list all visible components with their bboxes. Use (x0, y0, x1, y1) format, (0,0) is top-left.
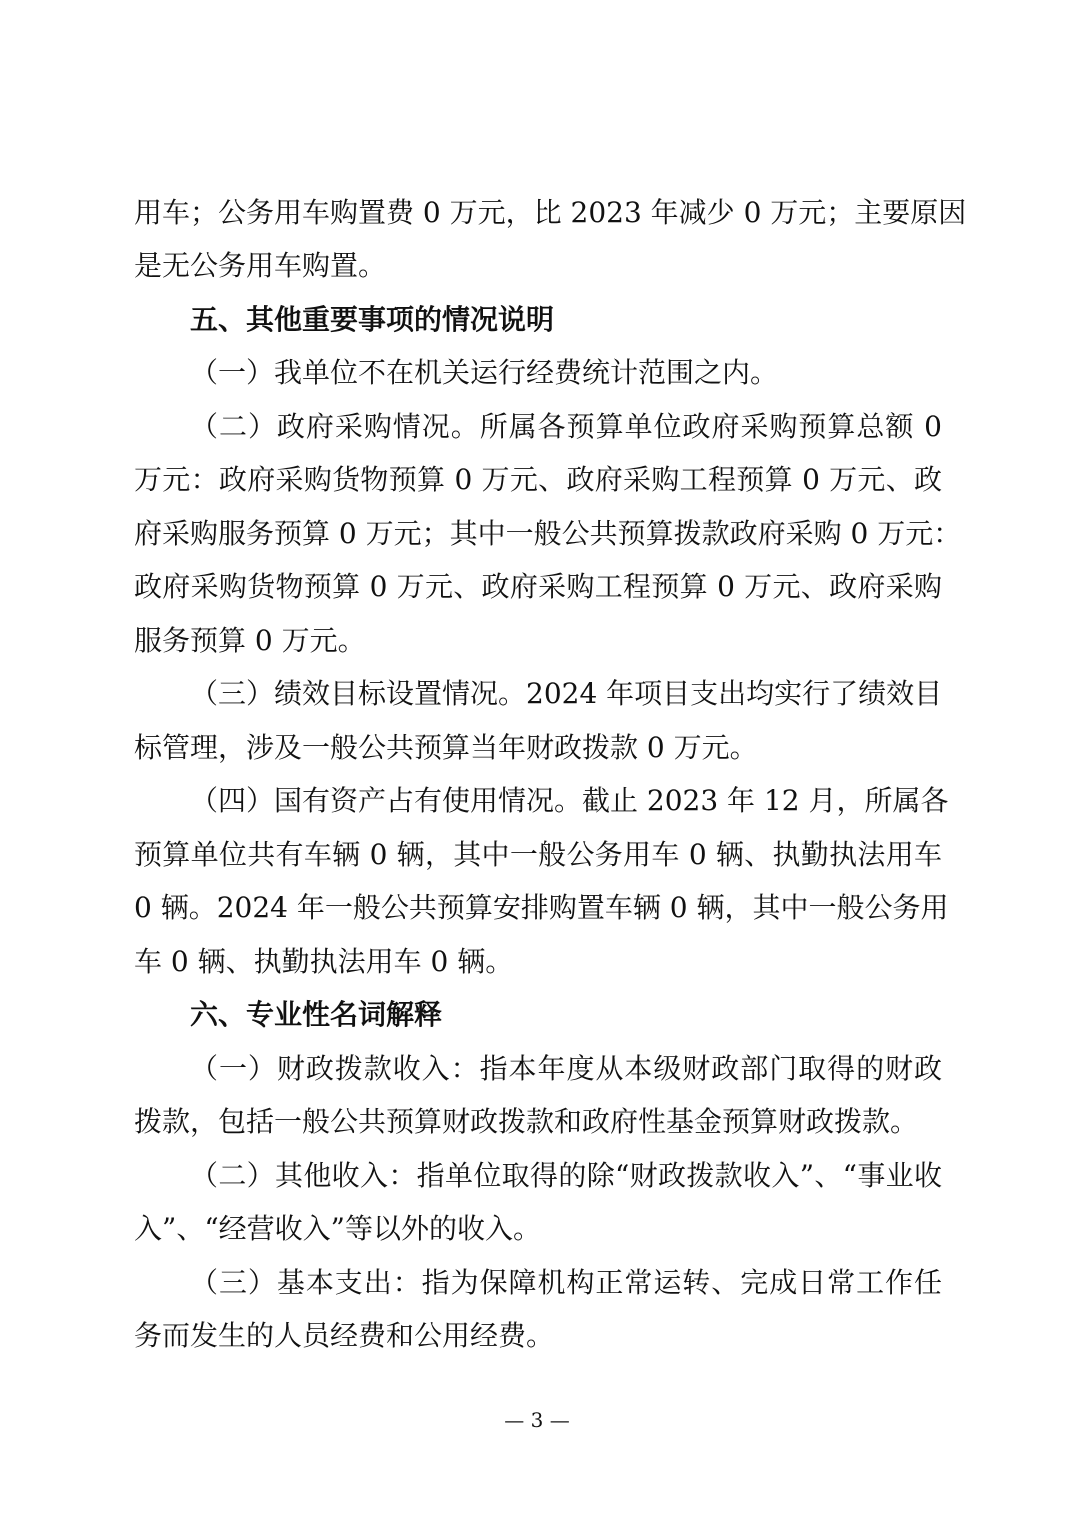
paragraph-line: （三）基本支出：指为保障机构正常运转、完成日常工作任 (190, 1266, 942, 1299)
paragraph-line: （一）财政拨款收入：指本年度从本级财政部门取得的财政 (190, 1052, 942, 1085)
paragraph-line: （一）我单位不在机关运行经费统计范围之内。 (190, 356, 779, 389)
paragraph-line: 是无公务用车购置。 (134, 249, 387, 282)
paragraph-line: 府采购服务预算 0 万元；其中一般公共预算拨款政府采购 0 万元： (134, 517, 962, 550)
section-heading-6: 六、专业性名词解释 (190, 998, 443, 1031)
paragraph-line: 务而发生的人员经费和公用经费。 (134, 1319, 555, 1352)
paragraph-line: 入”、“经营收入”等以外的收入。 (134, 1212, 541, 1245)
paragraph-line: （三）绩效目标设置情况。2024 年项目支出均实行了绩效目 (190, 677, 943, 710)
paragraph-line: 用车；公务用车购置费 0 万元，比 2023 年减少 0 万元；主要原因 (134, 196, 967, 229)
paragraph-line: 拨款，包括一般公共预算财政拨款和政府性基金预算财政拨款。 (134, 1105, 919, 1138)
paragraph-line: 万元：政府采购货物预算 0 万元、政府采购工程预算 0 万元、政 (134, 463, 942, 496)
paragraph-line: （二）其他收入：指单位取得的除“财政拨款收入”、“事业收 (190, 1159, 942, 1192)
paragraph-line: （二）政府采购情况。所属各预算单位政府采购预算总额 0 (190, 410, 942, 443)
section-heading-5: 五、其他重要事项的情况说明 (190, 303, 555, 336)
paragraph-line: 0 辆。2024 年一般公共预算安排购置车辆 0 辆，其中一般公务用 (134, 891, 949, 924)
page-number: — 3 — (504, 1408, 570, 1432)
paragraph-line: 车 0 辆、执勤执法用车 0 辆。 (134, 945, 514, 978)
paragraph-line: 预算单位共有车辆 0 辆，其中一般公务用车 0 辆、执勤执法用车 (134, 838, 942, 871)
paragraph-line: 政府采购货物预算 0 万元、政府采购工程预算 0 万元、政府采购 (134, 570, 942, 603)
paragraph-line: 服务预算 0 万元。 (134, 624, 366, 657)
paragraph-line: 标管理，涉及一般公共预算当年财政拨款 0 万元。 (134, 731, 758, 764)
paragraph-line: （四）国有资产占有使用情况。截止 2023 年 12 月，所属各 (190, 784, 949, 817)
